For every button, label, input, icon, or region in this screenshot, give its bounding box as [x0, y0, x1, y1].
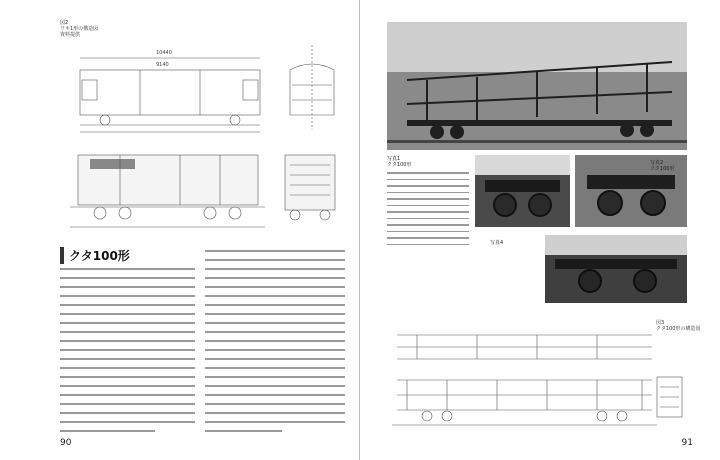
text-line: [205, 358, 345, 360]
figure-caption-line: 資料提供: [60, 32, 81, 38]
text-line: [60, 403, 195, 405]
text-line: [387, 179, 469, 181]
figure-caption-line: ワキ1形の構造図: [60, 26, 99, 32]
text-line: [60, 277, 195, 279]
wagon-detail-drawing: [60, 145, 350, 235]
photo1-caption-line: 写真1: [387, 156, 401, 162]
text-line: [60, 367, 195, 369]
text-line: [205, 322, 345, 324]
text-line: [60, 412, 195, 414]
text-line: [205, 295, 345, 297]
text-line: [387, 192, 469, 194]
text-line: [60, 430, 155, 432]
page-number: 91: [681, 438, 693, 448]
text-line: [60, 286, 195, 288]
text-line: [387, 211, 469, 213]
wagon-side-drawing: [60, 30, 350, 140]
photo-car-transporter: [387, 22, 687, 150]
text-line: [205, 268, 345, 270]
text-line: [205, 394, 345, 396]
text-line: [205, 313, 345, 315]
dimension-label: 10440: [156, 50, 172, 56]
text-line: [60, 385, 195, 387]
text-line: [60, 322, 195, 324]
text-line: [60, 394, 195, 396]
text-line: [205, 376, 345, 378]
text-line: [60, 376, 195, 378]
photo2-caption: [650, 160, 674, 172]
text-line: [387, 218, 469, 220]
text-line: [205, 340, 345, 342]
section-heading: クタ100形: [60, 247, 130, 264]
text-line: [387, 172, 469, 174]
text-line: [205, 367, 345, 369]
text-line: [387, 237, 469, 239]
text-line: [205, 259, 345, 261]
figure-caption-line: 図2: [60, 20, 69, 26]
text-line: [387, 231, 469, 233]
figure-caption-line: クタ100形の構造図: [656, 326, 701, 332]
photo-underframe-art: [545, 235, 687, 303]
text-line: [60, 295, 195, 297]
photo-bogie: [475, 155, 570, 227]
photo2-caption-line: クタ100形: [650, 166, 675, 172]
text-line: [205, 277, 345, 279]
text-line: [205, 430, 282, 432]
text-line: [205, 412, 345, 414]
text-line: [60, 331, 195, 333]
text-line: [60, 358, 195, 360]
photo-bogie-art: [475, 155, 570, 227]
text-line: [205, 331, 345, 333]
page-number: 90: [60, 438, 72, 448]
text-line: [60, 421, 195, 423]
text-line: [387, 198, 469, 200]
text-line: [205, 250, 345, 252]
body-text-column: [60, 268, 195, 439]
text-line: [60, 268, 195, 270]
photo-underframe: [545, 235, 687, 303]
photo1-caption-line: クタ100形: [387, 162, 412, 168]
text-line: [205, 403, 345, 405]
photo-description-text: [387, 172, 469, 250]
text-line: [205, 421, 345, 423]
text-line: [205, 286, 345, 288]
photo2-caption-line: 写真2: [650, 160, 664, 166]
text-line: [387, 244, 469, 246]
body-text-column: [205, 250, 345, 439]
text-line: [60, 349, 195, 351]
text-line: [60, 313, 195, 315]
car-transporter-drawing: [387, 315, 687, 435]
text-line: [387, 224, 469, 226]
dimension-label: 9140: [156, 62, 169, 68]
text-line: [60, 340, 195, 342]
text-line: [387, 205, 469, 207]
text-line: [205, 385, 345, 387]
photo4-caption: [490, 240, 503, 246]
text-line: [60, 304, 195, 306]
text-line: [387, 185, 469, 187]
right-page: [360, 0, 720, 460]
photo-car-transporter-art: [387, 22, 687, 150]
text-line: [205, 349, 345, 351]
photo4-caption-line: 写真4: [490, 240, 504, 246]
text-line: [205, 304, 345, 306]
figure-caption-line: 図3: [656, 320, 665, 326]
photo1-caption: [387, 156, 411, 168]
